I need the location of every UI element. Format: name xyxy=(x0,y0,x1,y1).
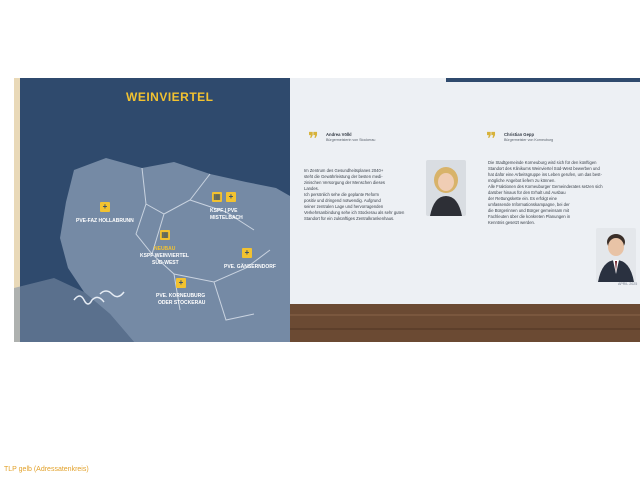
label-korneuburg-1: PVE. KORNEUBURG xyxy=(156,293,206,299)
label-korneuburg-2: ODER STOCKERAU xyxy=(158,300,206,306)
label-neubau-2: KSPF WEINVIERTEL xyxy=(140,253,189,259)
page-top-bar xyxy=(446,78,640,82)
wood-table xyxy=(290,304,640,342)
quote-text: Die Stadtgemeinde Korneuburg wird sich für den künftigen Standort des Klinikums Weinviertel Süd-West bewerben und hat dafür eine Arbeitsgruppe ins Leben gerufen, um das best- mögliche Angebot liefern zu können. Alle Fraktionen des Korneuburger Gemeinderates setzen sich darüber hinaus für den Erhalt und Ausbau der Rettungskette ein. Es erfolgt eine umfassende Informationskampagne, bei der die Bürgerinnen und Bürger gemeinsam mit Fachleuten über die konkreten Planungen in Kenntnis gesetzt werden. xyxy=(488,160,603,225)
quote-text: Im Zentrum des Gesundheitsplanes 2040+ steht die Gewährleistung der besten medi- zinischen Versorgung der Menschen dieses Landes. Ich persönlich sehe die geplante Reform positiv und dringend notwendig. Aufgrund seiner zentralen Lage und hervorragenden Verkehrsanbindung sehe ich Stockerau als sehr guten Standort für ein zukünftiges Zentralkrankenhaus. xyxy=(304,168,405,221)
wood-grain xyxy=(290,328,640,330)
health-center-icon: ▦ xyxy=(161,230,169,239)
person-name: Andrea Völkl xyxy=(326,132,352,137)
hospital-icon: + xyxy=(176,278,186,288)
label-neubau-3: SÜD-WEST xyxy=(152,260,179,266)
map-title: WEINVIERTEL xyxy=(126,90,214,104)
hospital-icon: + xyxy=(226,192,236,202)
map-page xyxy=(14,78,290,342)
label-neubau-1: NEUBAU xyxy=(154,246,176,252)
text-page xyxy=(290,78,640,304)
label-gaenserndorf: PVE. GÄNSERNDORF xyxy=(224,264,276,270)
label-mistelbach-2: MISTELBACH xyxy=(210,215,243,221)
page-date: APRIL 2025 xyxy=(618,282,638,286)
label-hollabrunn: PVE-FAZ HOLLABRUNN xyxy=(76,218,134,224)
hospital-icon: + xyxy=(100,202,110,212)
portrait-photo xyxy=(426,160,466,216)
person-role: Bürgermeisterin von Stockerau xyxy=(326,138,376,142)
quote-icon: ❞ xyxy=(308,129,319,149)
person-role: Bürgermeister von Korneuburg xyxy=(504,138,554,142)
person-name: Christian Gepp xyxy=(504,132,535,137)
health-center-icon: ▦ xyxy=(213,192,221,201)
classification-caption: TLP gelb (Adressatenkreis) xyxy=(4,466,89,473)
quote-icon: ❞ xyxy=(486,129,497,149)
label-mistelbach-1: KSPF | PVE xyxy=(210,208,238,214)
hospital-icon: + xyxy=(242,248,252,258)
wood-grain xyxy=(290,314,640,316)
portrait-photo xyxy=(596,228,636,282)
region-map xyxy=(14,78,290,342)
photo-scene xyxy=(14,78,640,342)
